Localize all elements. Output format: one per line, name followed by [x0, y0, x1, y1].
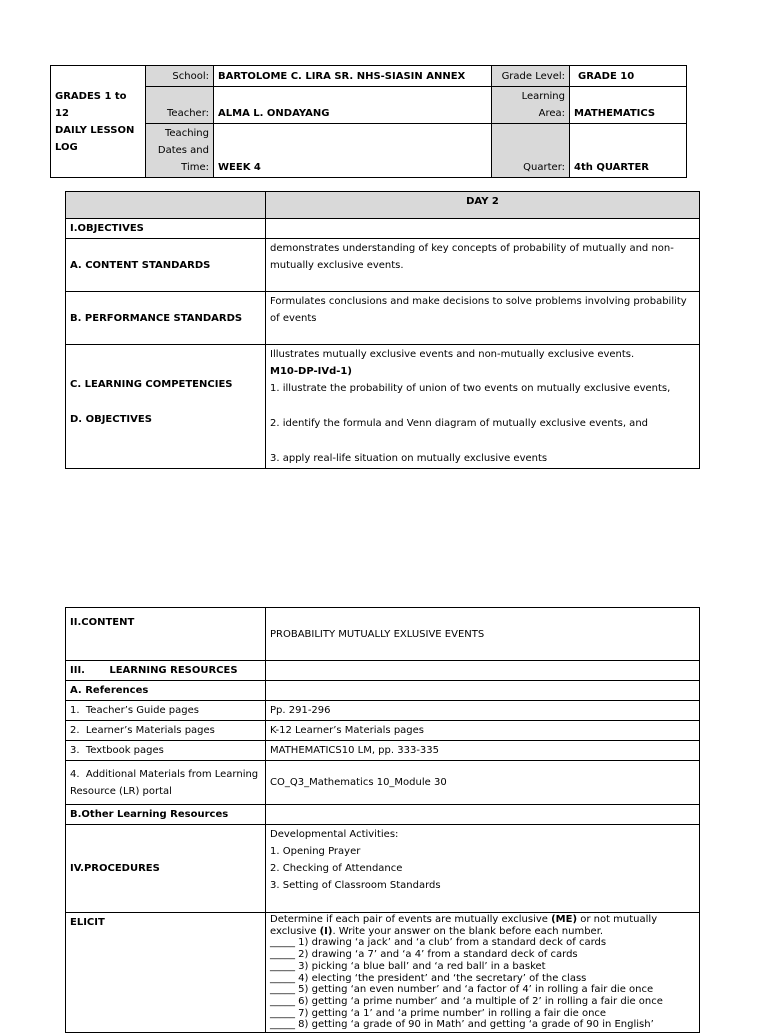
- procedures-label: IV.PROCEDURES: [66, 825, 266, 913]
- procedures-item: 3. Setting of Classroom Standards: [270, 880, 441, 891]
- day-header: DAY 2: [266, 192, 700, 219]
- elicit-item: _____ 3) picking ‘a blue ball’ and ‘a red ball’ in a basket: [270, 960, 546, 972]
- procedures-item: 1. Opening Prayer: [270, 846, 361, 857]
- procedures-list: [266, 825, 700, 913]
- performance-standards-label: B. PERFORMANCE STANDARDS: [66, 292, 266, 345]
- elicit-content: [266, 913, 700, 1033]
- content-standards-value: demonstrates understanding of key concepts of probability of mutually and non-mutually exclusive events.: [266, 239, 700, 292]
- school-label: School:: [146, 66, 214, 87]
- elicit-instructions: Determine if each pair of events are mutually exclusive (ME) or not mutually exclusive (I). Write your answer on the blank before each number.: [270, 914, 658, 937]
- learning-resources-value: [266, 661, 700, 681]
- objective-1: 1. illustrate the probability of union of two events on mutually exclusive events,: [270, 383, 671, 394]
- daily-lesson-log-title: GRADES 1 to 12 DAILY LESSON LOG: [51, 66, 146, 178]
- learners-materials-label: 2. Learner’s Materials pages: [66, 721, 266, 741]
- references-value: [266, 681, 700, 701]
- elicit-item: _____ 7) getting ‘a 1’ and ‘a prime number’ in rolling a fair die once: [270, 1007, 607, 1019]
- elicit-item: _____ 6) getting ‘a prime number’ and ‘a multiple of 2’ in rolling a fair die once: [270, 995, 663, 1007]
- teachers-guide-value: Pp. 291-296: [266, 701, 700, 721]
- objectives-table: [65, 191, 700, 469]
- grade-level-value: GRADE 10: [570, 66, 687, 87]
- teacher-label: Teacher:: [146, 87, 214, 124]
- competency-line: Illustrates mutually exclusive events and non-mutually exclusive events.: [270, 349, 635, 360]
- content-table: [65, 607, 700, 1033]
- objectives-header-blank: [66, 192, 266, 219]
- textbook-label: 3. Textbook pages: [66, 741, 266, 761]
- learning-area-value: MATHEMATICS: [570, 87, 687, 124]
- learning-competencies-label: C. LEARNING COMPETENCIES: [70, 379, 233, 390]
- objective-3: 3. apply real-life situation on mutually exclusive events: [270, 453, 548, 464]
- procedures-item: 2. Checking of Attendance: [270, 863, 403, 874]
- elicit-item: _____ 1) drawing ‘a jack’ and ‘a club’ from a standard deck of cards: [270, 937, 607, 949]
- elicit-item: _____ 4) electing ‘the president’ and ‘the secretary’ of the class: [270, 972, 587, 984]
- content-value: PROBABILITY MUTUALLY EXLUSIVE EVENTS: [266, 608, 700, 661]
- learning-resources-label: III. LEARNING RESOURCES: [66, 661, 266, 681]
- learning-area-label: Learning Area:: [492, 87, 570, 124]
- textbook-value: MATHEMATICS10 LM, pp. 333-335: [266, 741, 700, 761]
- teacher-value: ALMA L. ONDAYANG: [214, 87, 492, 124]
- references-label: A. References: [66, 681, 266, 701]
- competencies-objectives-values: [266, 345, 700, 469]
- quarter-value: 4th QUARTER: [570, 124, 687, 178]
- d-objectives-label: D. OBJECTIVES: [70, 414, 152, 425]
- additional-materials-label: 4. Additional Materials from Learning Resource (LR) portal: [66, 761, 266, 805]
- competencies-objectives-labels: [66, 345, 266, 469]
- objectives-section-value: [266, 219, 700, 239]
- objectives-section-label: I.OBJECTIVES: [66, 219, 266, 239]
- other-resources-label: B.Other Learning Resources: [66, 805, 266, 825]
- teaching-dates-label: Teaching Dates and Time:: [146, 124, 214, 178]
- objective-2: 2. identify the formula and Venn diagram of mutually exclusive events, and: [270, 418, 648, 429]
- other-resources-value: [266, 805, 700, 825]
- elicit-item: _____ 8) getting ‘a grade of 90 in Math’ and getting ‘a grade of 90 in English’: [270, 1019, 654, 1031]
- competency-code: M10-DP-IVd-1): [270, 366, 352, 377]
- elicit-label: ELICIT: [66, 913, 266, 1033]
- performance-standards-value: Formulates conclusions and make decisions to solve problems involving probability of events: [266, 292, 700, 345]
- teaching-dates-value: WEEK 4: [214, 124, 492, 178]
- school-value: BARTOLOME C. LIRA SR. NHS-SIASIN ANNEX: [214, 66, 492, 87]
- elicit-item: _____ 2) drawing ‘a 7’ and ‘a 4’ from a standard deck of cards: [270, 949, 578, 961]
- additional-materials-value: CO_Q3_Mathematics 10_Module 30: [266, 761, 700, 805]
- header-table: [50, 65, 687, 178]
- elicit-item: _____ 5) getting ‘an even number’ and ‘a factor of 4’ in rolling a fair die once: [270, 984, 654, 996]
- content-label: II.CONTENT: [66, 608, 266, 661]
- learners-materials-value: K-12 Learner’s Materials pages: [266, 721, 700, 741]
- procedures-item: Developmental Activities:: [270, 829, 399, 840]
- quarter-label: Quarter:: [492, 124, 570, 178]
- teachers-guide-label: 1. Teacher’s Guide pages: [66, 701, 266, 721]
- grade-level-label: Grade Level:: [492, 66, 570, 87]
- content-standards-label: A. CONTENT STANDARDS: [66, 239, 266, 292]
